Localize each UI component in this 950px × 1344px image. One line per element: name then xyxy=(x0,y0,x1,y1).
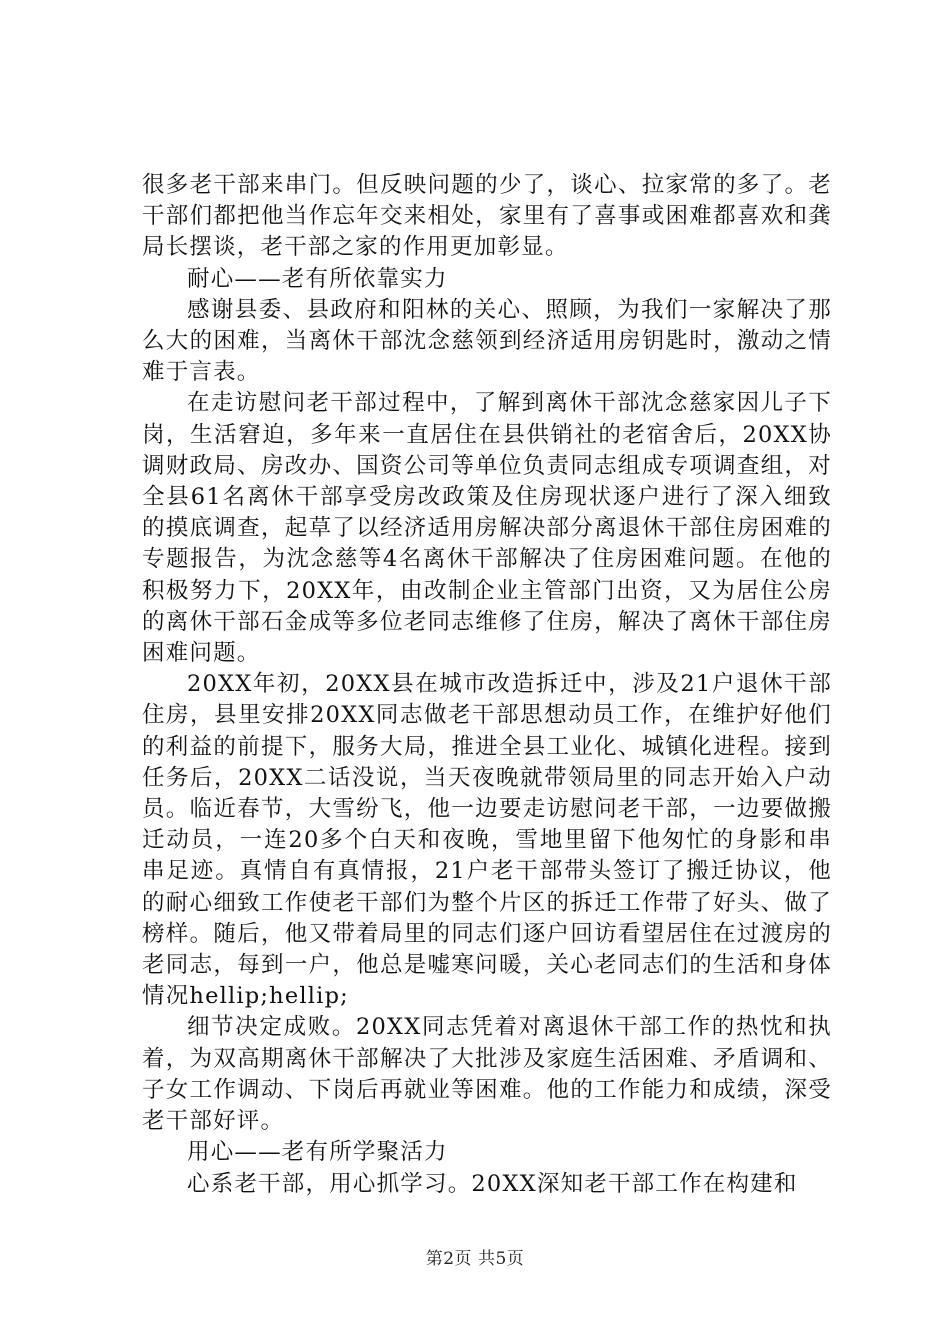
section-heading-patience: 耐心——老有所依靠实力 xyxy=(187,265,448,292)
paragraph-housing: 在走访慰问老干部过程中，了解到离休干部沈念慈家因儿子下岗，生活窘迫，多年来一直居住在县供销社的老宿舍后，20XX协调财政局、房改办、国资公司等单位负责同志组成专项调查组，对全县61名离休干部享受房改政策及住房现状逐户进行了深入细致的摸底调查，起草了以经济适用房解决部分离退休干部住房困难的专题报告，为沈念慈等4名离休干部解决了住房困难问题。在他的积极努力下，20XX年，由改制企业主管部门出资，又为居住公房的离休干部石金成等多位老同志维修了住房，解决了离休干部住房困难问题。 xyxy=(142,390,832,667)
paragraph-relocation: 20XX年初，20XX县在城市改造拆迁中，涉及21户退休干部住房，县里安排20XX同志做老干部思想动员工作，在维护好他们的利益的前提下，服务大局，推进全县工业化、城镇化进程。接到任务后，20XX二话没说，当天夜晚就带领局里的同志开始入户动员。临近春节，大雪纷飞，他一边要走访慰问老干部，一边要做搬迁动员，一连20多个白天和夜晚，雪地里留下他匆忙的身影和串串足迹。真情自有真情报，21户老干部带头签订了搬迁协议，他的耐心细致工作使老干部们为整个片区的拆迁工作带了好头、做了榜样。随后，他又带着局里的同志们逐户回访看望居住在过渡房的老同志，每到一户，他总是嘘寒问暖，关心老同志们的生活和身体情况hellip;hellip; xyxy=(142,671,832,1010)
paragraph-study: 心系老干部，用心抓学习。20XX深知老干部工作在构建和 xyxy=(187,1170,798,1197)
page-number-footer: 第2页 共5页 xyxy=(425,1249,525,1269)
paragraph-quote: 感谢县委、县政府和阳林的关心、照顾，为我们一家解决了那么大的困难，当离休干部沈念慈领到经济适用房钥匙时，激动之情难于言表。 xyxy=(142,296,832,386)
paragraph-continuation: 很多老干部来串门。但反映问题的少了，谈心、拉家常的多了。老干部们都把他当作忘年交来相处，家里有了喜事或困难都喜欢和龚局长摆谈，老干部之家的作用更加彰显。 xyxy=(142,172,832,261)
paragraph-details: 细节决定成败。20XX同志凭着对离退休干部工作的热忱和执着，为双高期离休干部解决了大批涉及家庭生活困难、矛盾调和、子女工作调动、下岗后再就业等困难。他的工作能力和成绩，深受老干部好评。 xyxy=(142,1014,832,1135)
document-body xyxy=(142,170,832,1200)
section-heading-care: 用心——老有所学聚活力 xyxy=(187,1139,448,1166)
